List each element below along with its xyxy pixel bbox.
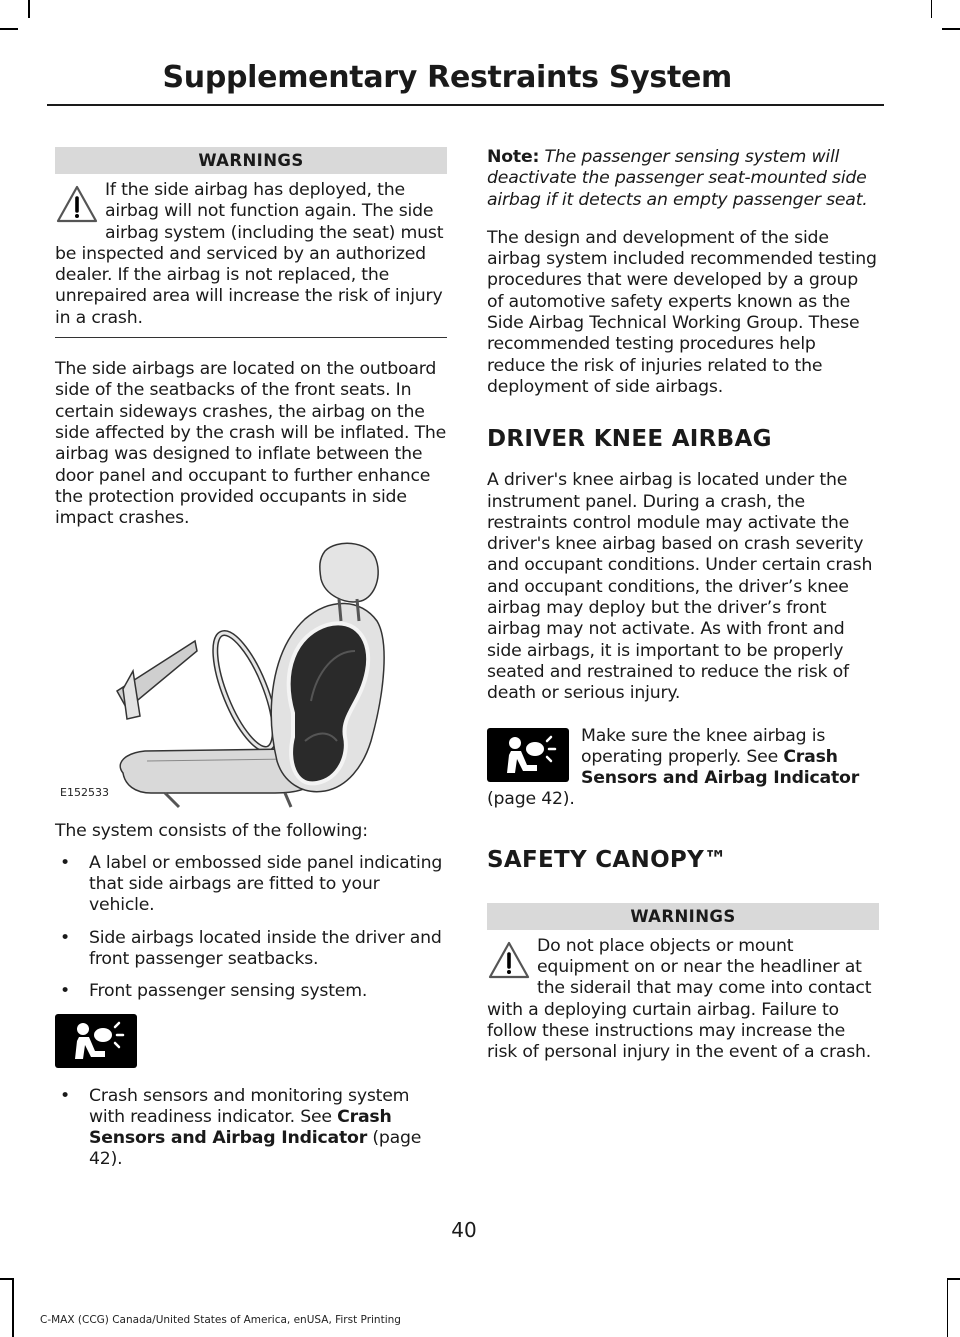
crop-mark <box>12 1278 14 1337</box>
crop-mark <box>942 28 960 30</box>
knee-airbag-paragraph: A driver's knee airbag is located under the instrument panel. During a crash, the restraints control module may activate the driver's knee airbag based on crash severity and occupant conditions. Under certain crash and occupant conditions, the driver’s knee airbag may deploy but the driver’s front airbag may not activate. As with front and side airbags, it is important to be properly seated and restrained to reduce the risk of death or serious injury. <box>487 470 873 704</box>
canopy-warning-text: Do not place objects or mount equipment on or near the headliner at the siderail that may come into contact with a deploying curtain airbag. Failure to follow these instructions may increase the risk of personal injury in the event of a crash. <box>487 935 872 1063</box>
crash-sensors-link[interactable]: Crash Sensors and Airbag Indicator <box>581 746 860 789</box>
list-item: • Crash sensors and monitoring system with readiness indicator. See Crash Sensors and Airbag Indicator (page 42). <box>55 1086 447 1171</box>
page-title: Supplementary Restraints System <box>162 60 732 95</box>
crop-mark <box>947 1278 960 1280</box>
knee-check-text: Make sure the knee airbag is operating properly. See Crash Sensors and Airbag Indicator (page 42). <box>487 725 860 810</box>
canopy-warning-box <box>487 930 879 1064</box>
components-list <box>55 853 447 1003</box>
seat-illustration <box>55 541 447 811</box>
figure-code: E152533 <box>60 786 109 800</box>
airbag-warning-icon <box>487 728 569 782</box>
intro-paragraph: The side airbags are located on the outboard side of the seatbacks of the front seats. In certain sideways crashes, the airbag on the side affected by the crash will be inflated. The airbag was designed to inflate between the door panel and occupant to further enhance the protection provided occupants in side impact crashes. <box>55 359 447 529</box>
edition-footer: C-MAX (CCG) Canada/United States of America, enUSA, First Printing <box>40 1314 401 1326</box>
airbag-warning-icon <box>55 1014 137 1068</box>
warning-triangle-icon <box>55 184 99 224</box>
warning-triangle-icon <box>487 940 531 980</box>
warning-text: If the side airbag has deployed, the airbag will not function again. The side airbag system (including the seat) must be inspected and serviced by an authorized dealer. If the airbag is not replaced, the unrepaired area will increase the risk of injury in a crash. <box>55 180 444 328</box>
left-column <box>55 147 447 1182</box>
components-list-continued <box>55 1086 447 1171</box>
warning-box <box>55 174 447 338</box>
title-rule <box>47 104 884 106</box>
list-intro: The system consists of the following: <box>55 821 368 842</box>
crop-mark <box>947 1278 949 1337</box>
page-number: 40 <box>451 1218 477 1242</box>
note-paragraph <box>487 147 879 211</box>
list-item: • Front passenger sensing system. <box>55 981 447 1002</box>
crop-mark <box>931 0 933 18</box>
crop-mark <box>0 1278 13 1280</box>
knee-check-row <box>487 726 879 811</box>
crop-mark <box>0 28 18 30</box>
list-item: • Side airbags located inside the driver and front passenger seatbacks. <box>55 928 447 971</box>
design-paragraph: The design and development of the side airbag system included recommended testing procedures that were developed by a group of automotive safety experts known as the Side Airbag Technical Working Group. These recommended testing procedures help reduce the risk of injuries related to the deployment of side airbags. <box>487 227 877 397</box>
warnings-heading: WARNINGS <box>487 903 879 930</box>
note-label: Note: <box>487 147 540 167</box>
warnings-heading: WARNINGS <box>55 147 447 174</box>
right-column <box>487 147 879 1064</box>
crop-mark <box>28 0 30 18</box>
side-airbag-figure <box>55 541 447 811</box>
knee-airbag-heading: DRIVER KNEE AIRBAG <box>487 426 772 453</box>
crash-sensors-link[interactable]: Crash Sensors and Airbag Indicator <box>89 1106 392 1149</box>
safety-canopy-heading: SAFETY CANOPY™ <box>487 846 728 873</box>
list-item: • A label or embossed side panel indicating that side airbags are fitted to your vehicle. <box>55 853 447 917</box>
note-text: The passenger sensing system will deactivate the passenger seat-mounted side airbag if it detects an empty passenger seat. <box>487 147 868 210</box>
